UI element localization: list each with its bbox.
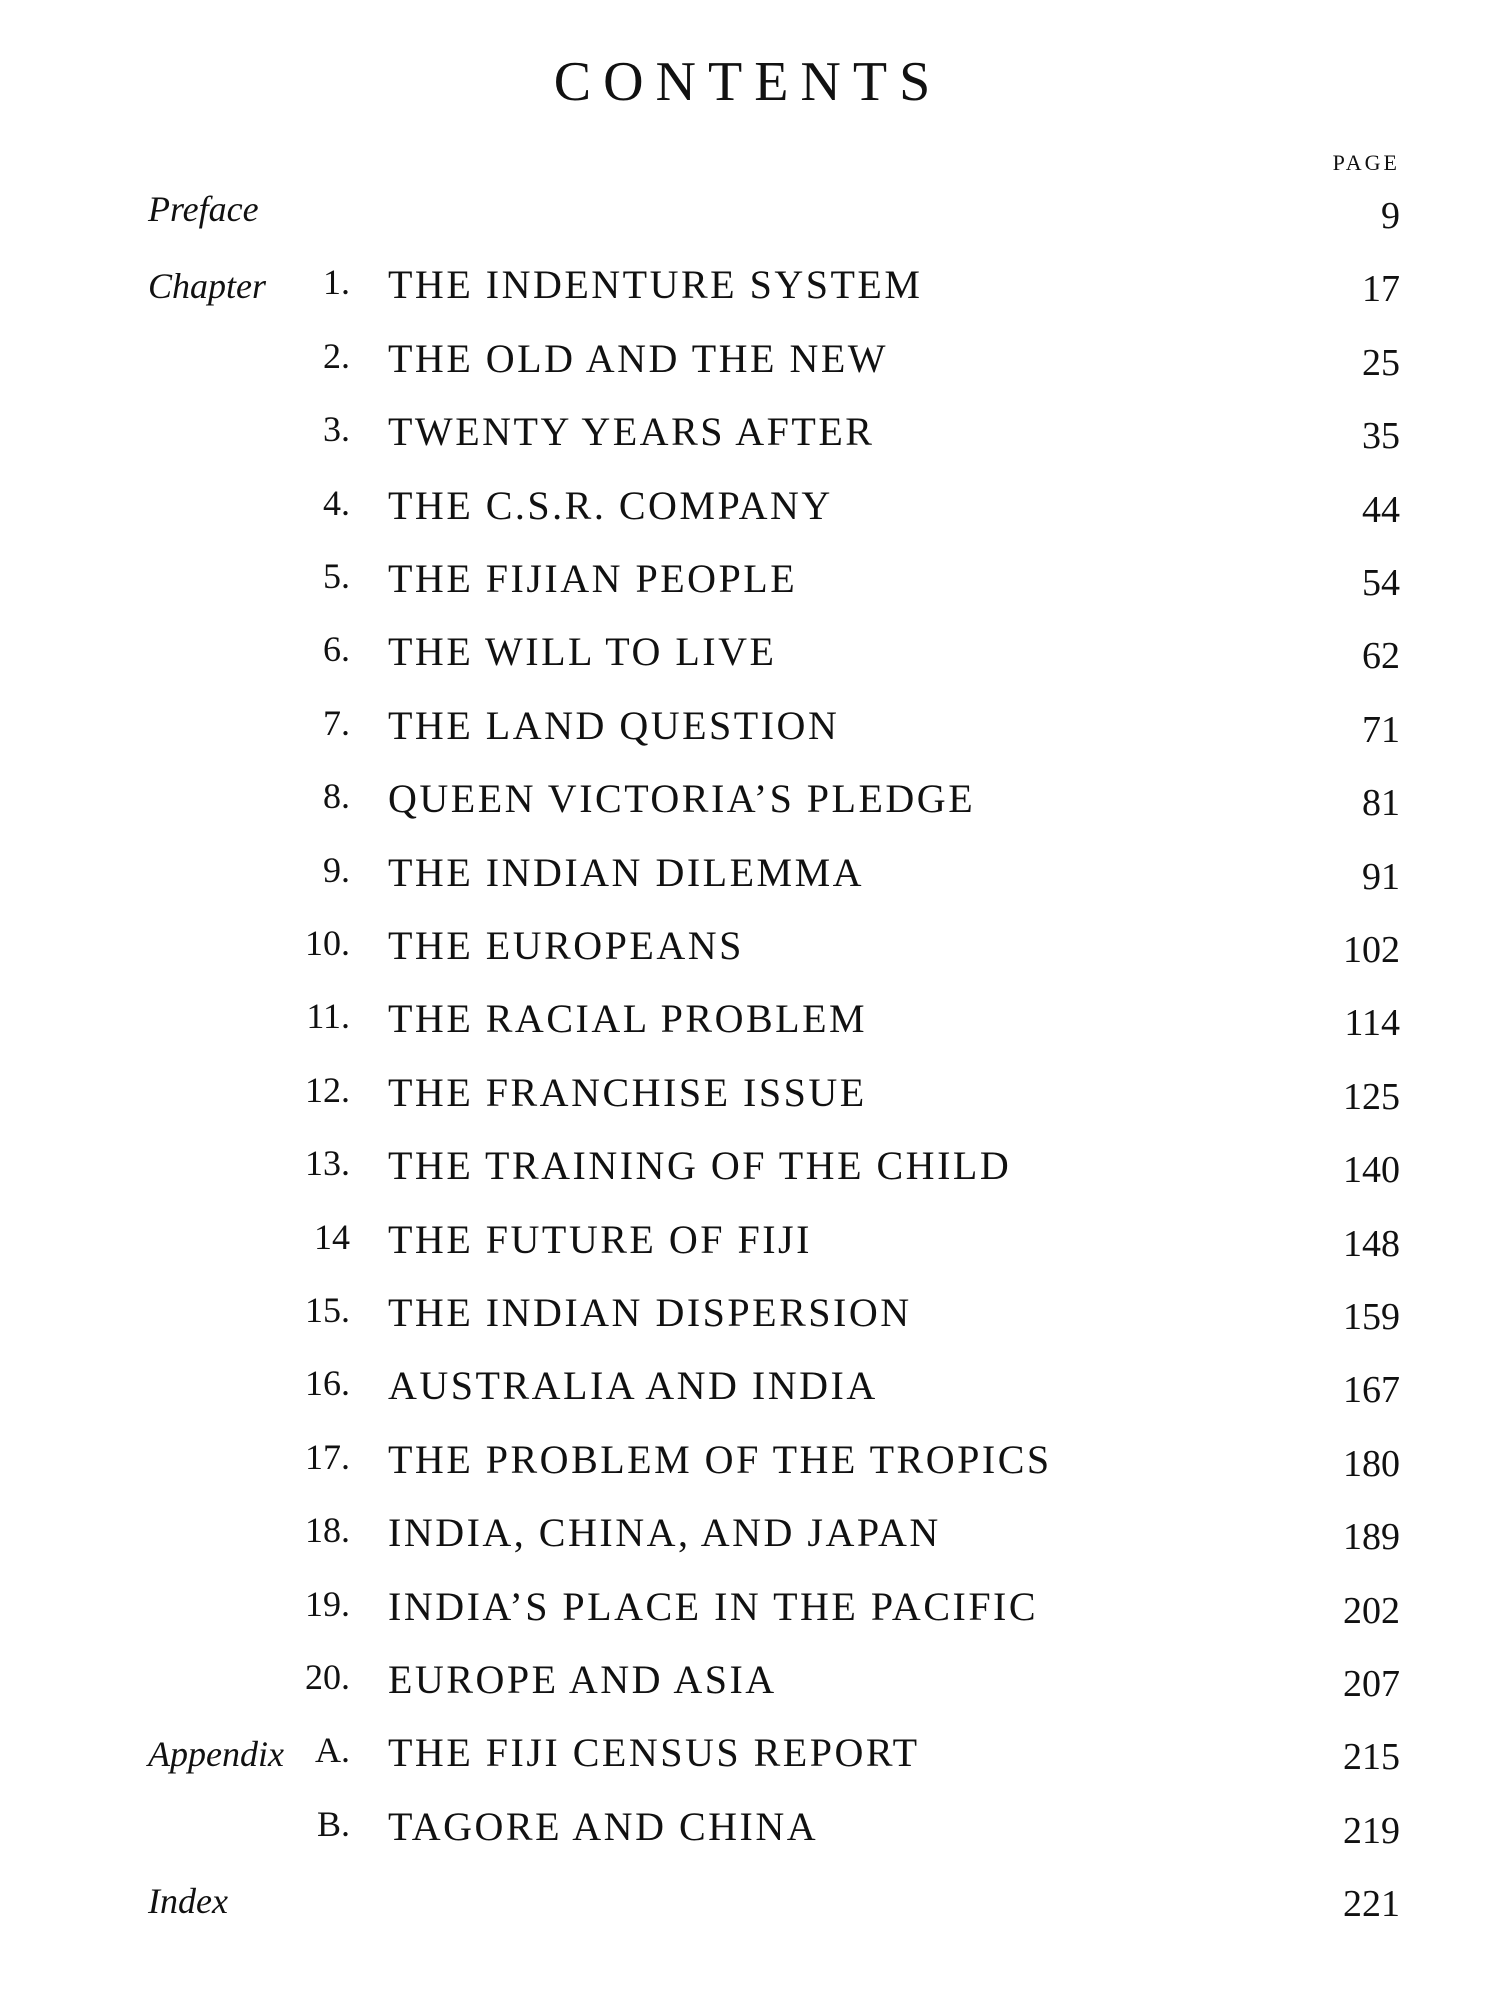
- entry-page-number: 25: [1362, 342, 1400, 384]
- entry-title: TWENTY YEARS AFTER: [388, 409, 875, 454]
- toc-entry-index: [0, 1876, 1496, 1946]
- entry-page-number: 140: [1343, 1149, 1400, 1191]
- entry-title: THE WILL TO LIVE: [388, 629, 777, 674]
- entry-side-label: Preface: [148, 189, 259, 229]
- toc-entry-chapter-3: [0, 408, 1496, 478]
- entry-title: THE FIJIAN PEOPLE: [388, 556, 798, 601]
- entry-title: THE C.S.R. COMPANY: [388, 483, 833, 528]
- entry-title: THE INDIAN DISPERSION: [388, 1290, 912, 1335]
- toc-entry-chapter-20: [0, 1656, 1496, 1726]
- entry-number: 1.: [323, 262, 350, 302]
- page-title: CONTENTS: [553, 51, 943, 113]
- entry-title: INDIA’S PLACE IN THE PACIFIC: [388, 1584, 1039, 1629]
- entry-page-number: 9: [1381, 195, 1400, 237]
- entry-number: 19.: [305, 1584, 350, 1624]
- entry-number: B.: [316, 1804, 350, 1844]
- toc-entry-appendix-b: [0, 1803, 1496, 1873]
- entry-page-number: 81: [1362, 782, 1400, 824]
- entry-page-number: 221: [1343, 1883, 1400, 1925]
- entry-page-number: 202: [1343, 1590, 1400, 1632]
- entry-title: THE OLD AND THE NEW: [388, 336, 889, 381]
- entry-page-number: 215: [1343, 1736, 1400, 1778]
- toc-entry-chapter-2: [0, 335, 1496, 405]
- entry-number: 16.: [305, 1363, 350, 1403]
- entry-number: 5.: [323, 556, 350, 596]
- entry-title: AUSTRALIA AND INDIA: [388, 1363, 878, 1408]
- toc-entry-chapter-4: [0, 482, 1496, 552]
- entry-title: THE INDENTURE SYSTEM: [388, 262, 923, 307]
- toc-entry-chapter-5: [0, 555, 1496, 625]
- entry-side-label: Appendix: [148, 1734, 284, 1774]
- toc-entry-appendix-a: [0, 1729, 1496, 1799]
- entry-page-number: 102: [1343, 929, 1400, 971]
- entry-number: 7.: [323, 703, 350, 743]
- entry-title: QUEEN VICTORIA’S PLEDGE: [388, 776, 976, 821]
- entry-title: THE INDIAN DILEMMA: [388, 850, 865, 895]
- entry-page-number: 125: [1343, 1076, 1400, 1118]
- entry-title: THE RACIAL PROBLEM: [388, 996, 868, 1041]
- entry-title: THE TRAINING OF THE CHILD: [388, 1143, 1012, 1188]
- toc-entry-chapter-13: [0, 1142, 1496, 1212]
- entry-page-number: 180: [1343, 1443, 1400, 1485]
- toc-entry-chapter-11: [0, 995, 1496, 1065]
- toc-entry-chapter-19: [0, 1583, 1496, 1653]
- entry-title: THE LAND QUESTION: [388, 703, 840, 748]
- page-column-heading: PAGE: [1332, 150, 1400, 175]
- entry-page-number: 35: [1362, 415, 1400, 457]
- entry-page-number: 71: [1362, 709, 1400, 751]
- entry-number: 17.: [305, 1437, 350, 1477]
- entry-title: THE FRANCHISE ISSUE: [388, 1070, 867, 1115]
- entry-page-number: 189: [1343, 1516, 1400, 1558]
- toc-entry-preface: [0, 188, 1496, 258]
- toc-entry-chapter-12: [0, 1069, 1496, 1139]
- entry-title: THE FUTURE OF FIJI: [388, 1217, 812, 1262]
- entry-number: 20.: [305, 1657, 350, 1697]
- entry-number: 13.: [305, 1143, 350, 1183]
- toc-entry-chapter-7: [0, 702, 1496, 772]
- entry-number: A.: [315, 1730, 350, 1770]
- entry-number: 3.: [323, 409, 350, 449]
- toc-entry-chapter-1: [0, 261, 1496, 331]
- entry-number: 14: [314, 1217, 350, 1257]
- entry-number: 4.: [323, 483, 350, 523]
- entry-number: 18.: [305, 1510, 350, 1550]
- entry-page-number: 219: [1343, 1810, 1400, 1852]
- entry-number: 10.: [305, 923, 350, 963]
- entry-title: INDIA, CHINA, AND JAPAN: [388, 1510, 941, 1555]
- entry-page-number: 148: [1343, 1223, 1400, 1265]
- toc-entry-chapter-9: [0, 849, 1496, 919]
- entry-title: EUROPE AND ASIA: [388, 1657, 777, 1702]
- entry-number: 8.: [323, 776, 350, 816]
- entry-page-number: 91: [1362, 856, 1400, 898]
- toc-entry-chapter-6: [0, 628, 1496, 698]
- entry-page-number: 167: [1343, 1369, 1400, 1411]
- entry-page-number: 44: [1362, 489, 1400, 531]
- entry-title: THE EUROPEANS: [388, 923, 744, 968]
- toc-entry-chapter-16: [0, 1362, 1496, 1432]
- entry-side-label: Index: [148, 1881, 228, 1921]
- entry-title: THE FIJI CENSUS REPORT: [388, 1730, 920, 1775]
- toc-entry-chapter-10: [0, 922, 1496, 992]
- entry-page-number: 114: [1344, 1002, 1400, 1044]
- entry-page-number: 54: [1362, 562, 1400, 604]
- entry-page-number: 207: [1343, 1663, 1400, 1705]
- entry-number: 6.: [323, 629, 350, 669]
- entry-number: 9.: [323, 850, 350, 890]
- toc-entry-chapter-18: [0, 1509, 1496, 1579]
- entry-title: TAGORE AND CHINA: [388, 1804, 819, 1849]
- toc-entry-chapter-17: [0, 1436, 1496, 1506]
- entry-number: 11.: [306, 996, 350, 1036]
- entry-title: THE PROBLEM OF THE TROPICS: [388, 1437, 1052, 1482]
- toc-entry-chapter-15: [0, 1289, 1496, 1359]
- entry-side-label: Chapter: [148, 266, 267, 306]
- toc-entry-chapter-14: [0, 1216, 1496, 1286]
- entry-number: 15.: [305, 1290, 350, 1330]
- entry-number: 12.: [305, 1070, 350, 1110]
- entry-page-number: 17: [1362, 268, 1400, 310]
- entry-number: 2.: [323, 336, 350, 376]
- toc-entry-chapter-8: [0, 775, 1496, 845]
- entry-page-number: 62: [1362, 635, 1400, 677]
- entry-page-number: 159: [1343, 1296, 1400, 1338]
